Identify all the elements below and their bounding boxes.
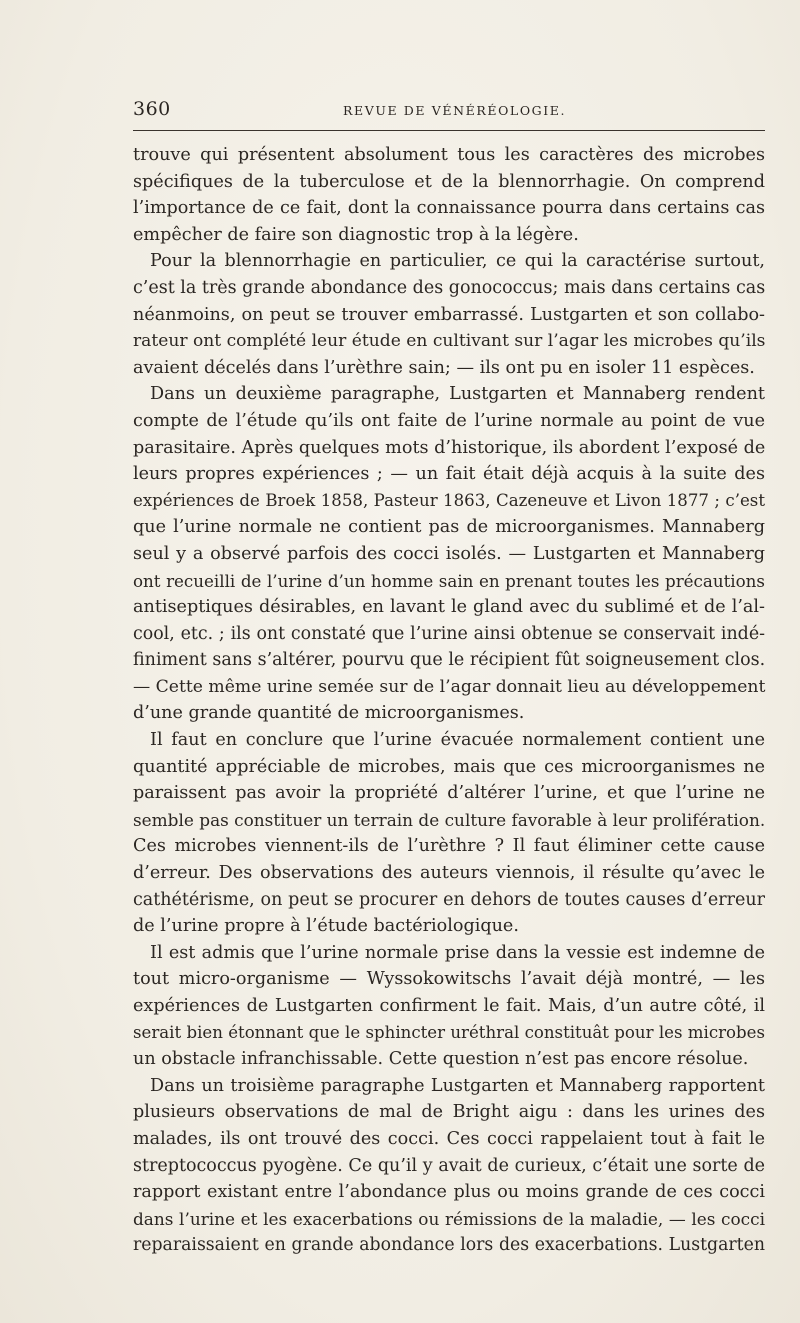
text-line: Dans un deuxième paragraphe, Lustgarten et Mannaberg rendent bbox=[150, 384, 765, 405]
text-line: trouve qui présentent absolument tous les caractères des microbes bbox=[133, 145, 765, 165]
text-line: rateur ont complété leur étude en cultivant sur l’agar les microbes qu’ils bbox=[133, 331, 766, 352]
text-line: cool, etc. ; ils ont constaté que l’urine ainsi obtenue se conservait indé- bbox=[133, 623, 765, 644]
text-line: que l’urine normale ne contient pas de microorganismes. Mannaberg bbox=[133, 517, 765, 538]
text-line: tout micro-organisme — Wyssokowitschs l’avait déjà montré, — les bbox=[133, 969, 765, 990]
text-line: seul y a observé parfois des cocci isolés. — Lustgarten et Mannaberg bbox=[133, 543, 765, 564]
text-line: d’erreur. Des observations des auteurs viennois, il résulte qu’avec le bbox=[133, 863, 765, 884]
text-line: empêcher de faire son diagnostic trop à la légère. bbox=[133, 224, 579, 245]
text-line: Ces microbes viennent-ils de l’urèthre ? Il faut éliminer cette cause bbox=[133, 836, 765, 857]
text-line: streptococcus pyogène. Ce qu’il y avait de curieux, c’était une sorte de bbox=[133, 1155, 765, 1176]
text-line: néanmoins, on peut se trouver embarrassé. Lustgarten et son collabo- bbox=[133, 304, 765, 325]
text-line: reparaissaient en grande abondance lors des exacerbations. Lustgarten bbox=[133, 1235, 765, 1256]
text-line: quantité appréciable de microbes, mais que ces microorganismes ne bbox=[133, 756, 765, 777]
text-line: malades, ils ont trouvé des cocci. Ces cocci rappelaient tout à fait le bbox=[133, 1128, 765, 1149]
text-line: parasitaire. Après quelques mots d’historique, ils abordent l’exposé de bbox=[133, 437, 766, 458]
text-line: Il est admis que l’urine normale prise dans la vessie est indemne de bbox=[150, 942, 765, 963]
text-line: dans l’urine et les exacerbations ou rémissions de la maladie, — les cocci bbox=[133, 1208, 765, 1229]
text-line: c’est la très grande abondance des gonococcus; mais dans certains cas bbox=[133, 277, 766, 298]
text-line: compte de l’étude qu’ils ont faite de l’urine normale au point de vue bbox=[133, 410, 765, 431]
text-line: semble pas constituer un terrain de culture favorable à leur prolifération. bbox=[133, 809, 766, 830]
page-header bbox=[133, 98, 765, 124]
text-line: Pour la blennorrhagie en particulier, ce qui la caractérise surtout, bbox=[150, 251, 765, 272]
page-number: 360 bbox=[133, 98, 171, 120]
header-rule bbox=[133, 130, 765, 131]
text-line: cathétérisme, on peut se procurer en dehors de toutes causes d’erreur bbox=[133, 889, 765, 910]
text-line: expériences de Lustgarten confirment le fait. Mais, d’un autre côté, il bbox=[133, 996, 765, 1016]
text-line: Dans un troisième paragraphe Lustgarten et Mannaberg rapportent bbox=[150, 1075, 765, 1096]
text-line: ont recueilli de l’urine d’un homme sain en prenant toutes les précautions bbox=[133, 570, 765, 591]
text-line: un obstacle infranchissable. Cette question n’est pas encore résolue. bbox=[133, 1049, 749, 1070]
text-line: rapport existant entre l’abondance plus ou moins grande de ces cocci bbox=[133, 1182, 765, 1203]
text-line: serait bien étonnant que le sphincter uréthral constituât pour les microbes bbox=[133, 1022, 765, 1042]
text-line: spécifiques de la tuberculose et de la blennorrhagie. On comprend bbox=[133, 171, 765, 192]
text-line: l’importance de ce fait, dont la connaissance pourra dans certains cas bbox=[133, 198, 765, 219]
text-line: plusieurs observations de mal de Bright aigu : dans les urines des bbox=[133, 1102, 765, 1123]
text-line: finiment sans s’altérer, pourvu que le récipient fût soigneusement clos. bbox=[133, 650, 766, 671]
text-line: avaient décelés dans l’urèthre sain; — ils ont pu en isoler 11 espèces. bbox=[133, 357, 755, 378]
text-line: expériences de Broek 1858, Pasteur 1863, Cazeneuve et Livon 1877 ; c’est bbox=[133, 490, 765, 510]
text-line: leurs propres expériences ; — un fait était déjà acquis à la suite des bbox=[133, 464, 765, 485]
text-line: d’une grande quantité de microorganismes. bbox=[133, 703, 525, 724]
text-line: Il faut en conclure que l’urine évacuée normalement contient une bbox=[150, 730, 765, 751]
running-title: REVUE DE VÉNÉRÉOLOGIE. bbox=[343, 103, 567, 118]
text-line: — Cette même urine semée sur de l’agar donnait lieu au développement bbox=[133, 676, 766, 697]
text-line: paraissent pas avoir la propriété d’altérer l’urine, et que l’urine ne bbox=[133, 783, 765, 804]
text-line: antiseptiques désirables, en lavant le gland avec du sublimé et de l’al- bbox=[133, 597, 765, 618]
body-text bbox=[133, 142, 765, 1259]
text-line: de l’urine propre à l’étude bactériologique. bbox=[133, 916, 519, 937]
